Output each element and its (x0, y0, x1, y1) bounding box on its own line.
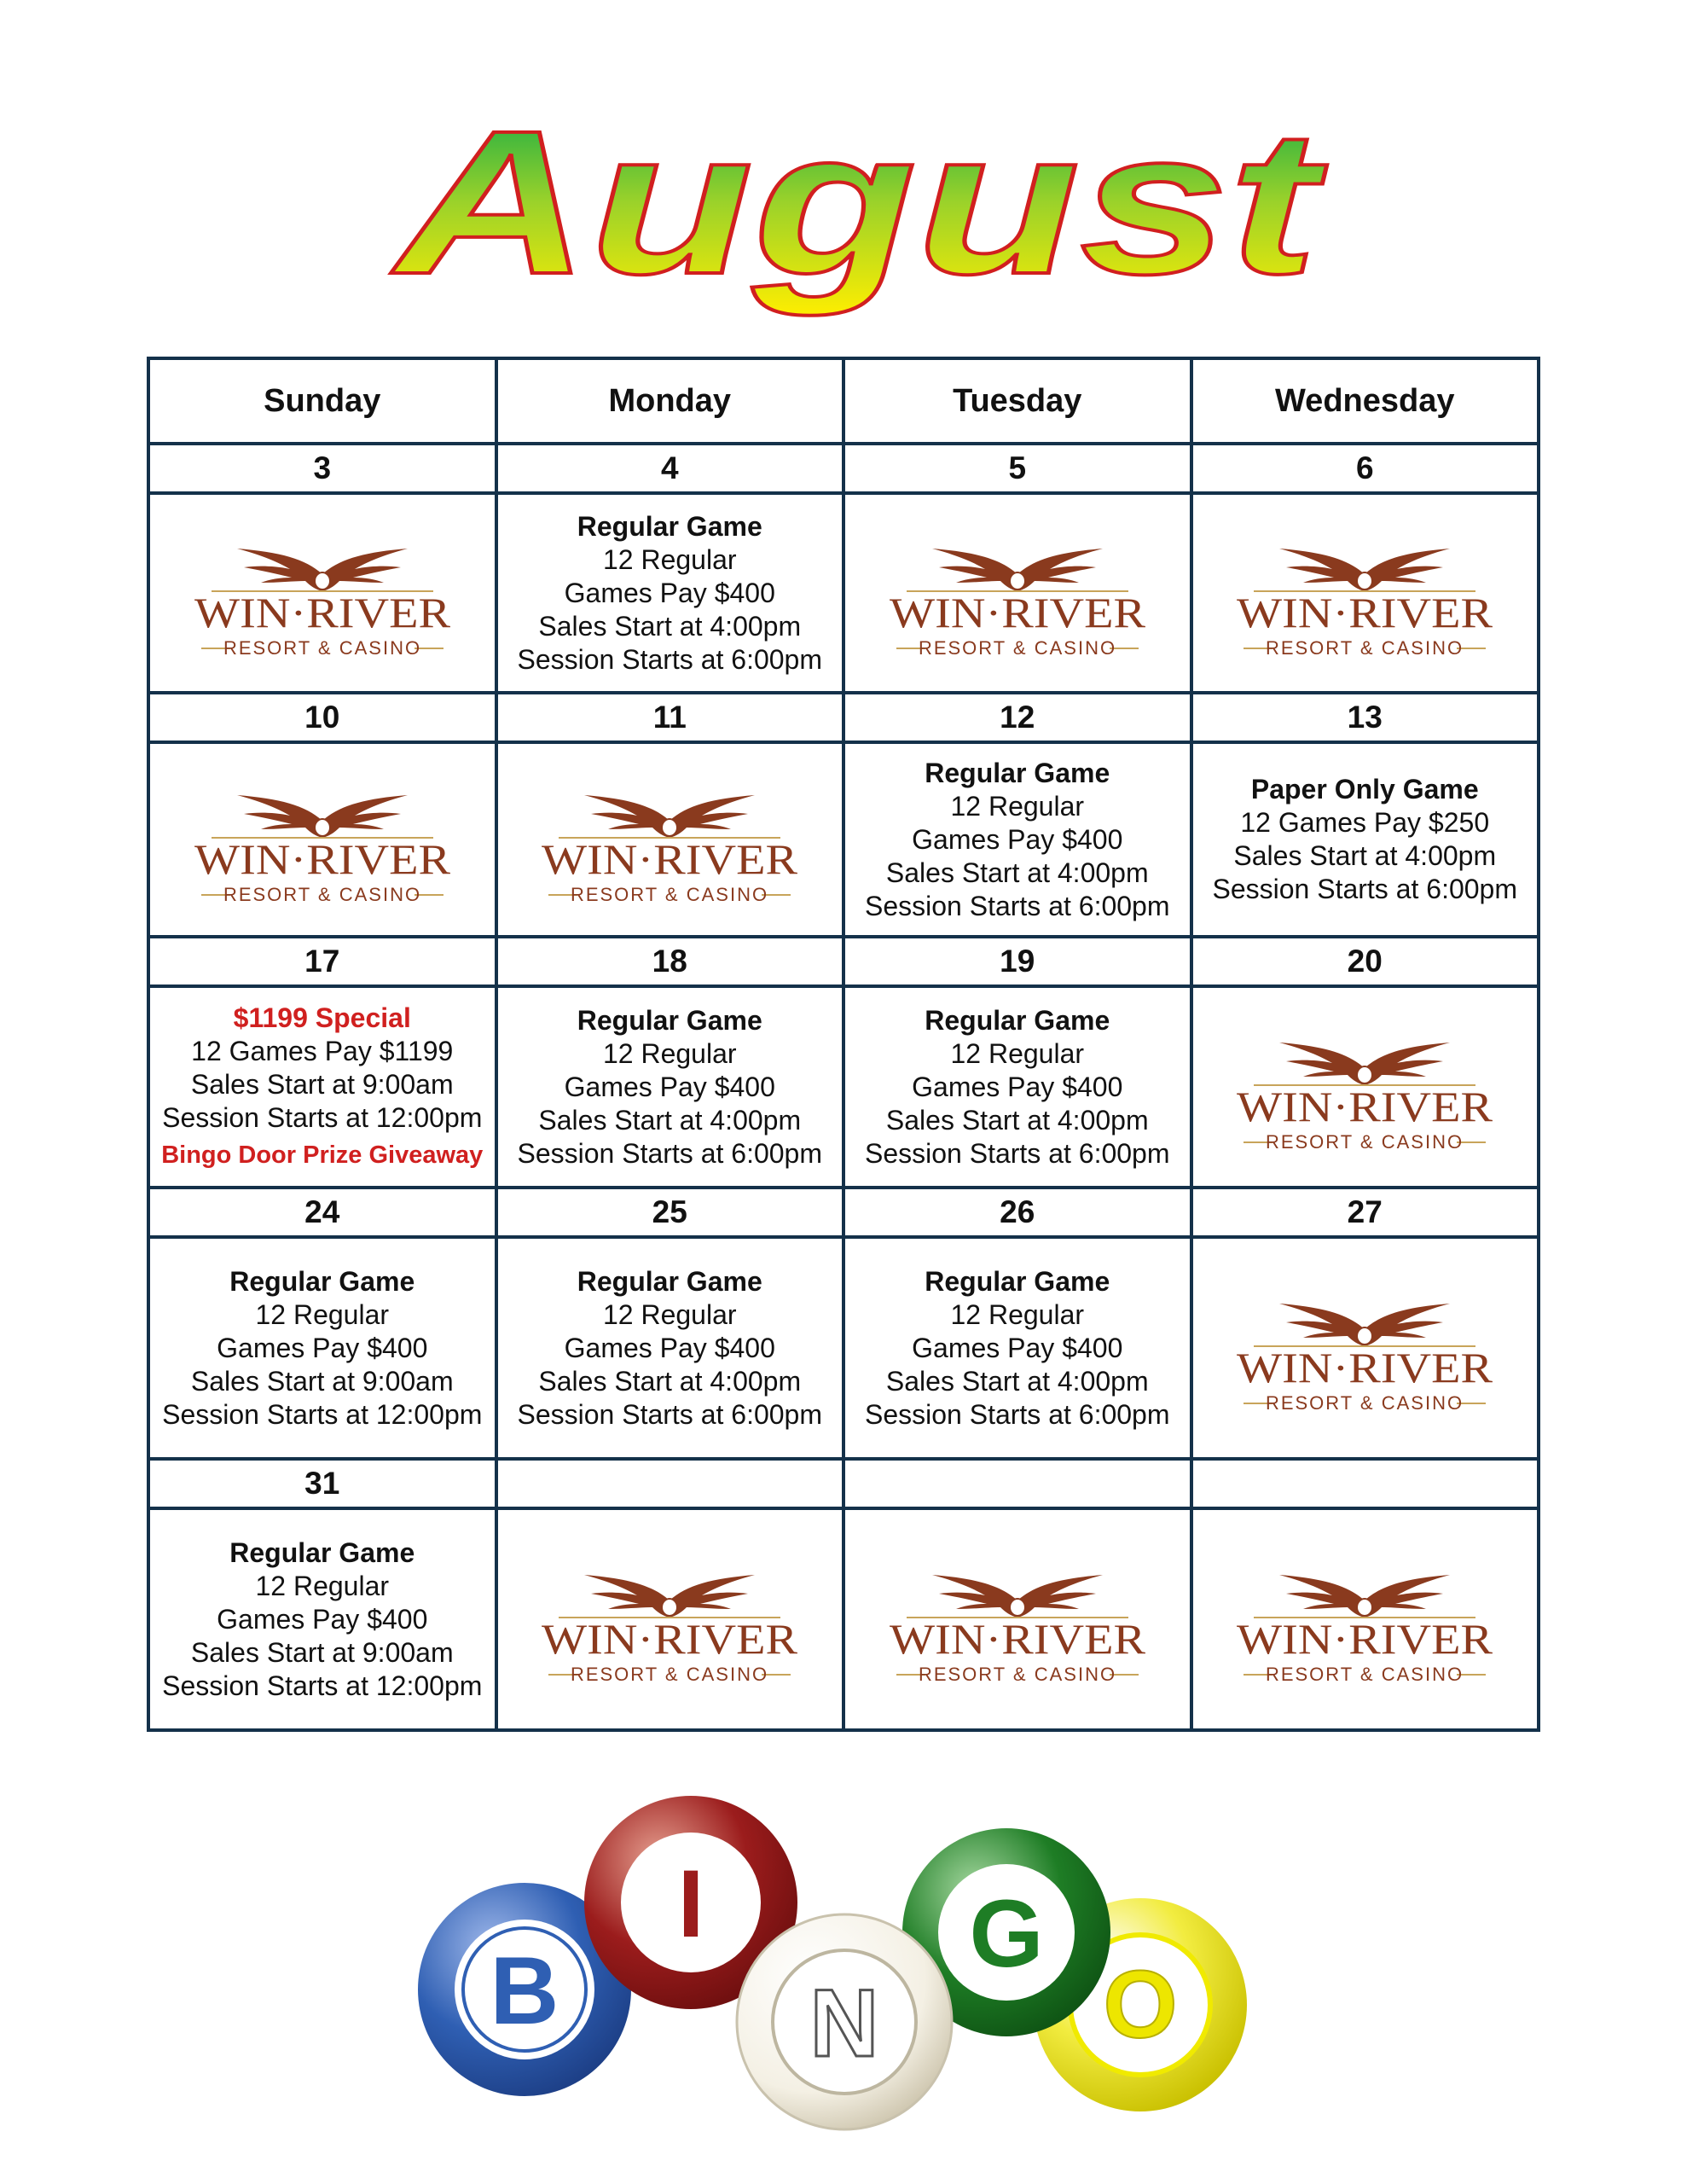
event-detail: Games Pay $400 (217, 1603, 428, 1635)
weekday-header: Monday (496, 358, 844, 444)
bingo-letter-n: N (809, 1970, 879, 2077)
date-number-row (148, 937, 1539, 986)
event-detail: Sales Start at 4:00pm (885, 1365, 1149, 1397)
date-number-row (148, 1188, 1539, 1237)
date-number: 31 (148, 1459, 496, 1508)
bingo-letter-b: B (490, 1937, 559, 2044)
event-detail: Session Starts at 6:00pm (864, 890, 1170, 921)
event-title: Regular Game (577, 1004, 762, 1036)
event-detail: Session Starts at 6:00pm (864, 1137, 1170, 1169)
win-river-logo (1220, 1280, 1510, 1416)
event-detail: Games Pay $400 (912, 823, 1123, 855)
logo-cell (1191, 1237, 1539, 1459)
event-detail: Sales Start at 4:00pm (538, 1365, 802, 1397)
event-cell (844, 1237, 1191, 1459)
event-detail: Session Starts at 6:00pm (1212, 874, 1517, 904)
event-detail: Session Starts at 12:00pm (162, 1670, 483, 1701)
eagle-icon (1279, 1304, 1450, 1346)
eagle-icon (1279, 1575, 1450, 1618)
month-title: August (391, 94, 1328, 317)
win-river-logo (1220, 1019, 1510, 1155)
date-number: 25 (496, 1188, 844, 1237)
logo-wordmark: WIN·RIVER (1237, 1083, 1493, 1130)
logo-wordmark: WIN·RIVER (542, 835, 798, 883)
date-number: 12 (844, 693, 1191, 742)
page-title (367, 94, 1348, 350)
event-title: Regular Game (577, 510, 762, 542)
logo-wordmark: WIN·RIVER (194, 835, 451, 883)
eagle-icon (584, 795, 755, 838)
event-cell (1191, 742, 1539, 937)
event-detail: Sales Start at 4:00pm (1233, 840, 1497, 871)
logo-cell (844, 493, 1191, 693)
logo-cell (1191, 986, 1539, 1188)
event-detail: Games Pay $400 (564, 1332, 775, 1363)
event-cell (496, 986, 844, 1188)
logo-wordmark: WIN·RIVER (194, 589, 451, 636)
logo-subtitle: RESORT & CASINO (918, 637, 1116, 659)
date-number (496, 1459, 844, 1508)
week-content-row (148, 493, 1539, 693)
event-detail: 12 Regular (255, 1570, 390, 1601)
eagle-icon (1279, 549, 1450, 591)
event-detail: Session Starts at 12:00pm (162, 1398, 483, 1430)
eagle-icon (584, 1575, 755, 1618)
win-river-logo (177, 525, 467, 661)
event-detail: 12 Games Pay $1199 (191, 1036, 454, 1066)
event-title: Regular Game (925, 1265, 1110, 1297)
event-title-special: $1199 Special (233, 1002, 411, 1033)
event-detail: Session Starts at 12:00pm (162, 1102, 483, 1133)
win-river-logo (1220, 1551, 1510, 1687)
win-river-logo (872, 1551, 1162, 1687)
week-content-row (148, 986, 1539, 1188)
bingo-letter-g: G (969, 1880, 1044, 1987)
bingo-letter-o: O (1103, 1951, 1178, 2058)
event-detail: Games Pay $400 (217, 1332, 428, 1363)
event-detail: Session Starts at 6:00pm (517, 1398, 822, 1430)
event-detail: Sales Start at 4:00pm (885, 1104, 1149, 1136)
date-number: 6 (1191, 444, 1539, 493)
event-title: Regular Game (577, 1265, 762, 1297)
logo-wordmark: WIN·RIVER (1237, 589, 1493, 636)
date-number (844, 1459, 1191, 1508)
event-title: Regular Game (925, 757, 1110, 788)
logo-wordmark: WIN·RIVER (542, 1615, 798, 1663)
date-number: 20 (1191, 937, 1539, 986)
event-cell (496, 1237, 844, 1459)
event-detail: 12 Regular (602, 543, 737, 575)
date-number: 4 (496, 444, 844, 493)
event-detail: 12 Regular (602, 1298, 737, 1330)
logo-wordmark: WIN·RIVER (1237, 1615, 1493, 1663)
logo-wordmark: WIN·RIVER (1237, 1344, 1493, 1391)
date-number: 11 (496, 693, 844, 742)
event-detail: Sales Start at 9:00am (190, 1069, 454, 1100)
win-river-logo (177, 771, 467, 908)
event-title: Regular Game (229, 1536, 415, 1568)
event-detail: 12 Regular (255, 1298, 390, 1330)
event-detail: Sales Start at 4:00pm (538, 610, 802, 642)
date-number: 24 (148, 1188, 496, 1237)
date-number: 19 (844, 937, 1191, 986)
eagle-icon (237, 549, 408, 591)
event-title: Regular Game (229, 1265, 415, 1297)
event-detail: Games Pay $400 (564, 1071, 775, 1102)
event-detail: 12 Regular (602, 1037, 737, 1069)
event-highlight: Bingo Door Prize Giveaway (161, 1141, 484, 1169)
eagle-icon (1279, 1043, 1450, 1085)
event-detail: 12 Regular (950, 1298, 1085, 1330)
date-number-row (148, 1459, 1539, 1508)
win-river-logo (525, 771, 815, 908)
event-detail: Sales Start at 9:00am (190, 1636, 454, 1668)
event-detail: Session Starts at 6:00pm (864, 1398, 1170, 1430)
event-detail: Session Starts at 6:00pm (517, 643, 822, 675)
weekday-header: Sunday (148, 358, 496, 444)
event-cell (844, 986, 1191, 1188)
date-number: 27 (1191, 1188, 1539, 1237)
weekday-header-row (148, 358, 1539, 444)
event-detail: Sales Start at 4:00pm (885, 857, 1149, 888)
event-detail: Session Starts at 6:00pm (517, 1137, 822, 1169)
bingo-letter-i: I (677, 1850, 704, 1957)
logo-wordmark: WIN·RIVER (889, 1615, 1146, 1663)
win-river-logo (525, 1551, 815, 1687)
week-content-row (148, 1237, 1539, 1459)
date-number: 18 (496, 937, 844, 986)
logo-subtitle: RESORT & CASINO (1266, 1664, 1464, 1685)
event-detail: Games Pay $400 (564, 577, 775, 608)
event-cell (148, 1237, 496, 1459)
weekday-header: Wednesday (1191, 358, 1539, 444)
logo-cell (148, 742, 496, 937)
event-title: Regular Game (925, 1004, 1110, 1036)
bingo-ball-n (737, 1914, 952, 2129)
logo-cell (844, 1508, 1191, 1730)
date-number-row (148, 444, 1539, 493)
event-detail: Games Pay $400 (912, 1332, 1123, 1363)
event-detail: 12 Games Pay $250 (1240, 807, 1490, 838)
logo-subtitle: RESORT & CASINO (571, 1664, 769, 1685)
date-number: 13 (1191, 693, 1539, 742)
logo-cell (496, 1508, 844, 1730)
event-detail: 12 Regular (950, 1037, 1085, 1069)
win-river-logo (1220, 525, 1510, 661)
logo-subtitle: RESORT & CASINO (1266, 1392, 1464, 1414)
eagle-icon (932, 549, 1103, 591)
logo-cell (1191, 1508, 1539, 1730)
date-number-row (148, 693, 1539, 742)
logo-cell (1191, 493, 1539, 693)
bingo-balls (409, 1774, 1279, 2150)
logo-subtitle: RESORT & CASINO (223, 637, 421, 659)
event-cell (148, 986, 496, 1188)
weekday-header: Tuesday (844, 358, 1191, 444)
event-cell (844, 742, 1191, 937)
date-number: 17 (148, 937, 496, 986)
week-content-row (148, 742, 1539, 937)
eagle-icon (237, 795, 408, 838)
week-content-row (148, 1508, 1539, 1730)
eagle-icon (932, 1575, 1103, 1618)
event-cell (148, 1508, 496, 1730)
date-number: 3 (148, 444, 496, 493)
logo-cell (148, 493, 496, 693)
date-number (1191, 1459, 1539, 1508)
event-detail: 12 Regular (950, 790, 1085, 822)
logo-subtitle: RESORT & CASINO (918, 1664, 1116, 1685)
event-detail: Games Pay $400 (912, 1071, 1123, 1102)
date-number: 26 (844, 1188, 1191, 1237)
win-river-logo (872, 525, 1162, 661)
date-number: 5 (844, 444, 1191, 493)
logo-subtitle: RESORT & CASINO (1266, 1131, 1464, 1153)
logo-wordmark: WIN·RIVER (889, 589, 1146, 636)
event-detail: Sales Start at 4:00pm (538, 1104, 802, 1136)
logo-subtitle: RESORT & CASINO (571, 884, 769, 905)
event-title: Paper Only Game (1250, 774, 1479, 804)
logo-subtitle: RESORT & CASINO (1266, 637, 1464, 659)
date-number: 10 (148, 693, 496, 742)
event-detail: Sales Start at 9:00am (190, 1365, 454, 1397)
event-cell (496, 493, 844, 693)
logo-subtitle: RESORT & CASINO (223, 884, 421, 905)
logo-cell (496, 742, 844, 937)
calendar-table (147, 357, 1540, 1732)
